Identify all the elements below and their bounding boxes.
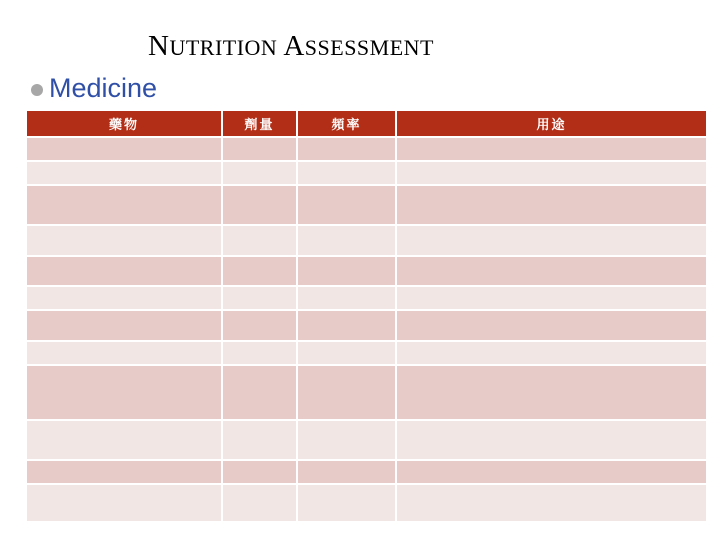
table-cell: [222, 185, 297, 225]
table-cell: [396, 225, 707, 256]
table-cell: [297, 256, 396, 286]
title-part-2: SSESSMENT: [304, 35, 434, 60]
table-cell: [297, 460, 396, 484]
table-cell: [26, 484, 222, 522]
table-cell: [26, 185, 222, 225]
table-row: [26, 420, 707, 460]
table-row: [26, 137, 707, 161]
table-cell: [396, 460, 707, 484]
table-cell: [297, 484, 396, 522]
table-cell: [297, 225, 396, 256]
table-cell: [297, 365, 396, 420]
table-cell: [26, 137, 222, 161]
table-cell: [222, 460, 297, 484]
table-cell: [26, 420, 222, 460]
table-cell: [222, 256, 297, 286]
header-drug: 藥物: [26, 110, 222, 137]
table-cell: [26, 256, 222, 286]
header-purpose: 用途: [396, 110, 707, 137]
table-row: [26, 256, 707, 286]
table-cell: [222, 310, 297, 341]
table-cell: [396, 310, 707, 341]
table-cell: [26, 286, 222, 310]
table-cell: [396, 161, 707, 185]
table-cell: [297, 161, 396, 185]
table-cell: [297, 341, 396, 365]
table-cell: [222, 161, 297, 185]
table-cell: [26, 225, 222, 256]
table-cell: [297, 310, 396, 341]
table-row: [26, 161, 707, 185]
table-cell: [26, 460, 222, 484]
table-row: [26, 286, 707, 310]
table-cell: [396, 341, 707, 365]
table-cell: [222, 137, 297, 161]
table-cell: [396, 286, 707, 310]
table-cell: [396, 137, 707, 161]
table-cell: [396, 420, 707, 460]
table-cell: [26, 161, 222, 185]
bullet-item: [31, 70, 157, 106]
table-cell: [222, 341, 297, 365]
table-row: [26, 460, 707, 484]
title-part-1: UTRITION: [169, 35, 284, 60]
table-row: [26, 365, 707, 420]
table-cell: [297, 420, 396, 460]
slide-title: [148, 26, 434, 68]
bullet-dot-icon: [31, 84, 43, 96]
title-initial-n: N: [148, 30, 170, 62]
table-cell: [222, 420, 297, 460]
table-cell: [396, 256, 707, 286]
table-cell: [222, 365, 297, 420]
title-initial-a: A: [283, 30, 305, 62]
table-cell: [396, 484, 707, 522]
table-cell: [26, 310, 222, 341]
table-header-row: [26, 110, 707, 137]
table-row: [26, 484, 707, 522]
table-row: [26, 310, 707, 341]
table-cell: [26, 365, 222, 420]
table-cell: [222, 225, 297, 256]
table-cell: [297, 286, 396, 310]
table-row: [26, 185, 707, 225]
table-cell: [297, 137, 396, 161]
table-row: [26, 225, 707, 256]
table-cell: [26, 341, 222, 365]
table-cell: [222, 484, 297, 522]
header-frequency: 頻率: [297, 110, 396, 137]
table-cell: [222, 286, 297, 310]
table-cell: [297, 185, 396, 225]
table-cell: [396, 365, 707, 420]
table-row: [26, 341, 707, 365]
table-cell: [396, 185, 707, 225]
bullet-text: Medicine: [49, 73, 158, 103]
medicine-table: [25, 109, 708, 523]
header-dosage: 劑量: [222, 110, 297, 137]
